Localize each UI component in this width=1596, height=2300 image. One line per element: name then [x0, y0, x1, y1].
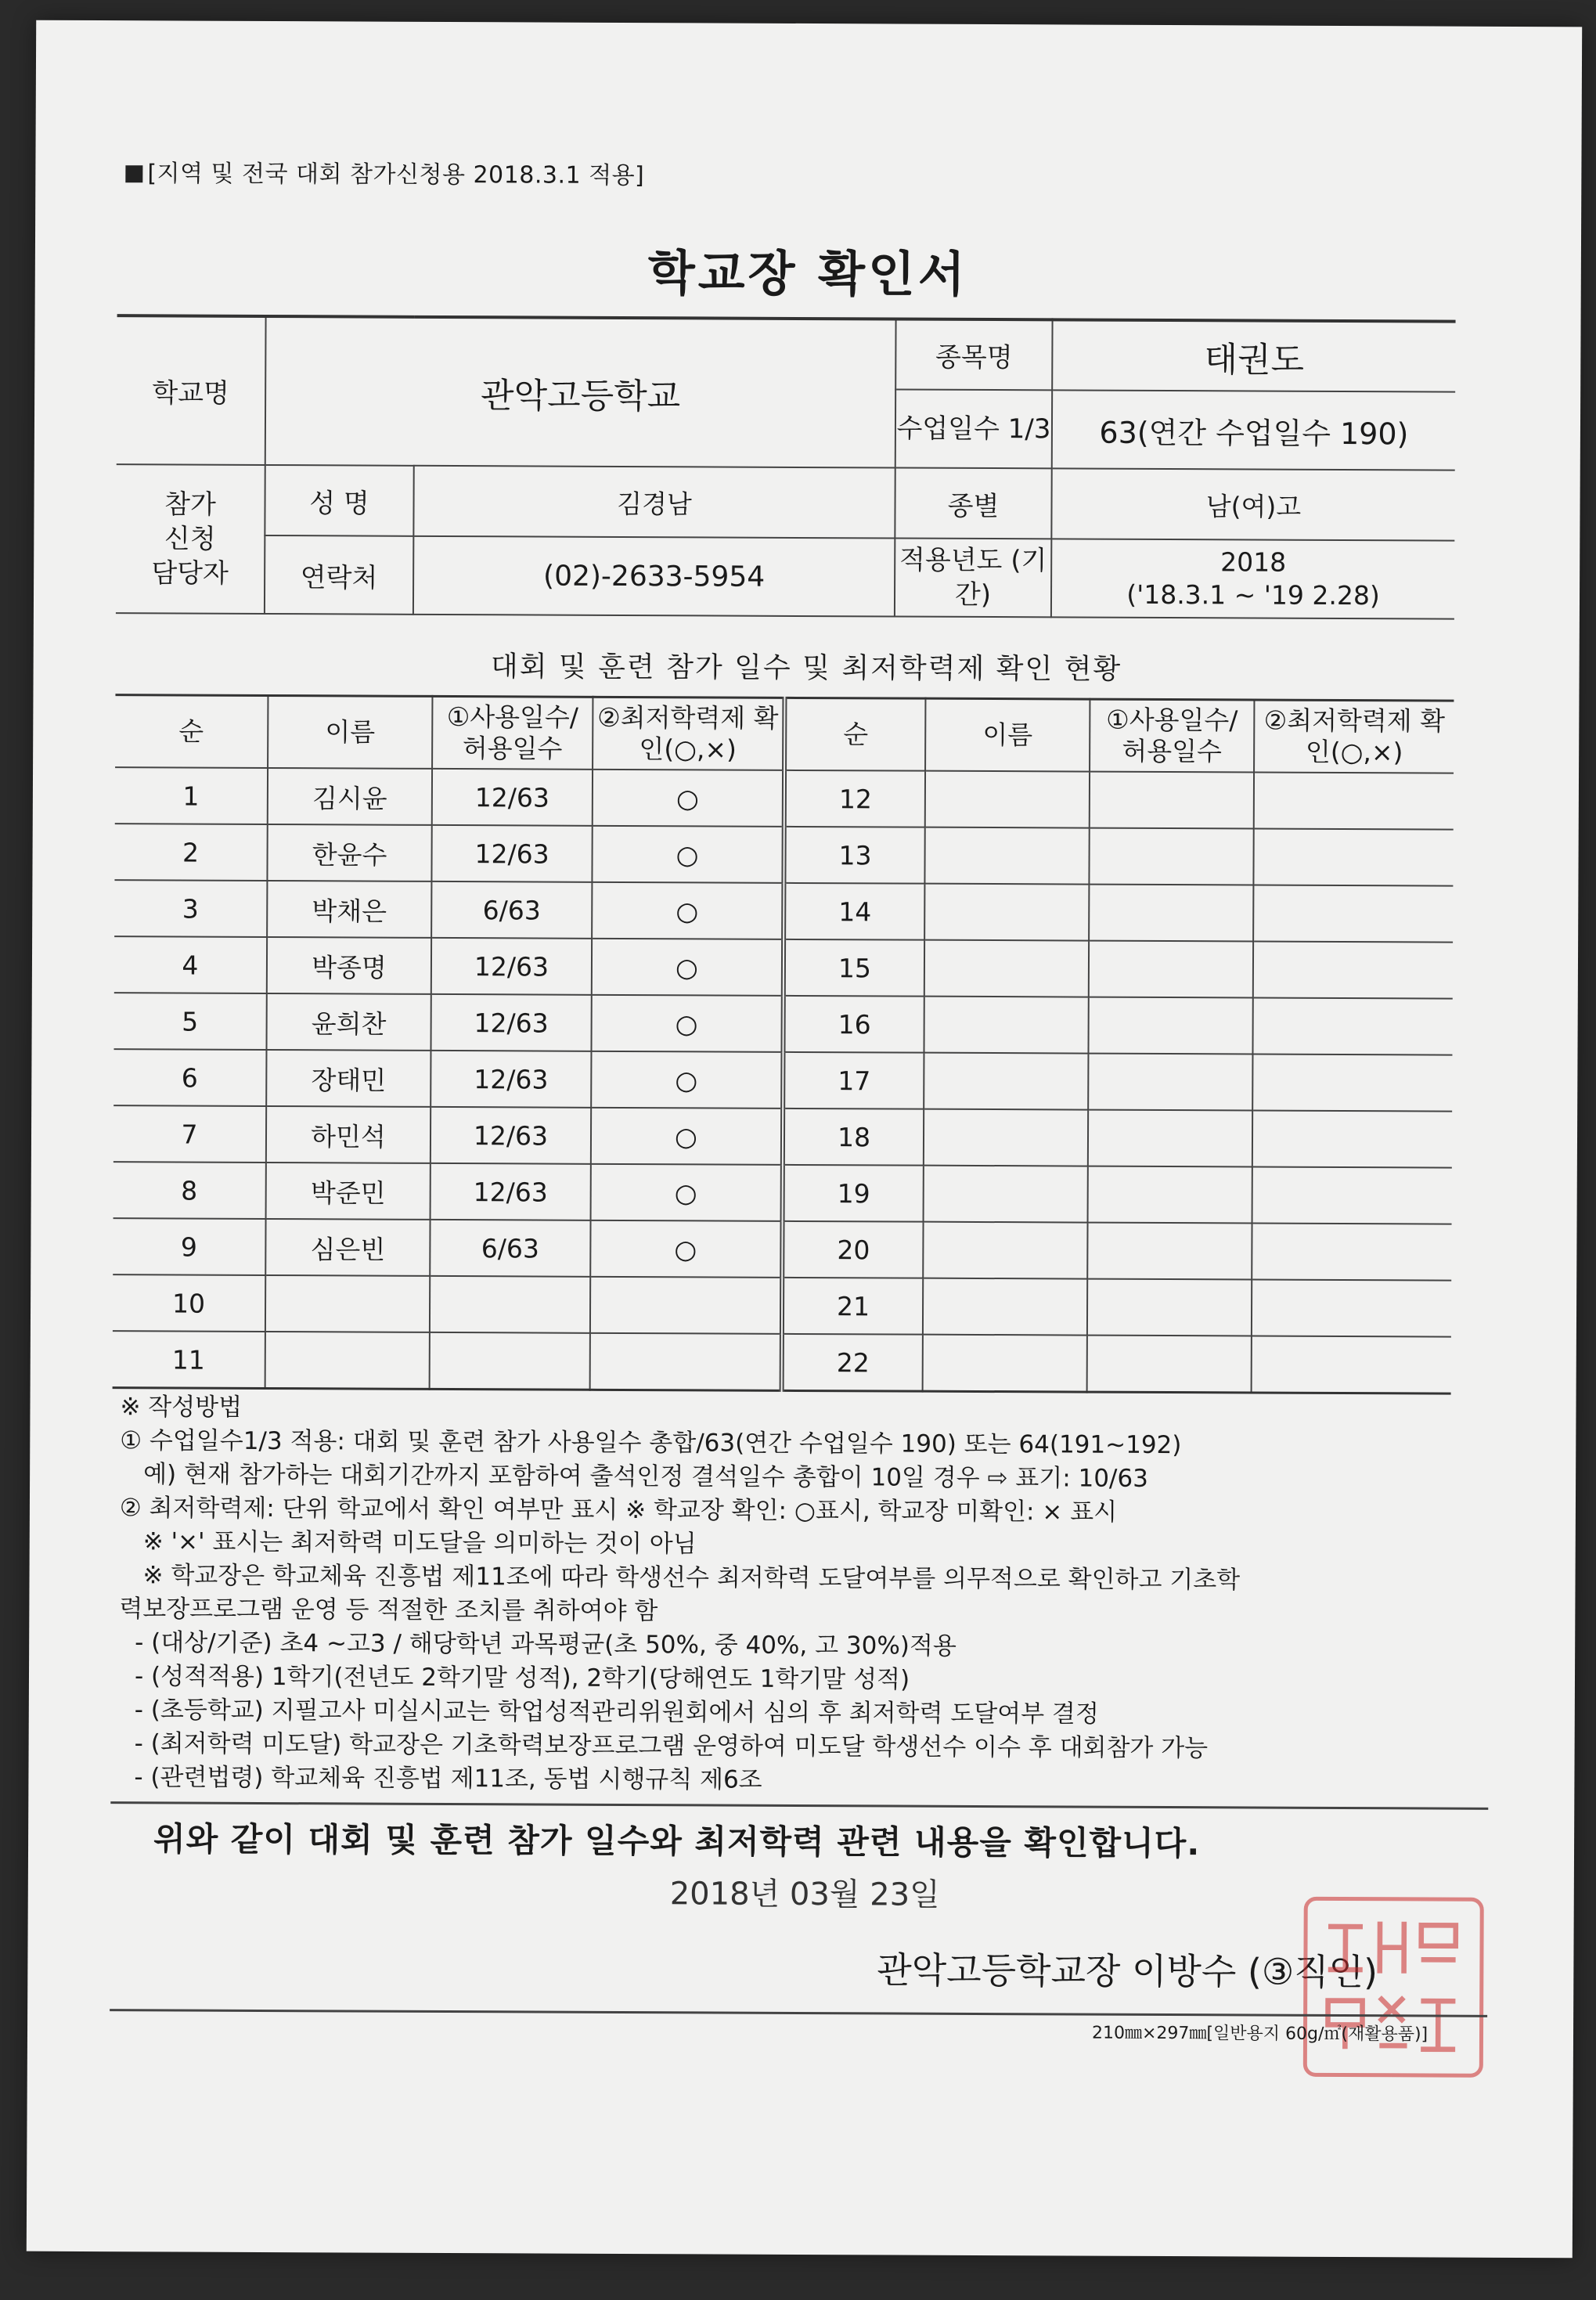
header-days: ①사용일수/ 허용일수: [432, 696, 593, 769]
row-name: [924, 827, 1089, 885]
header-check: ②최저학력제 확인(○,×): [593, 697, 784, 770]
name-label: 성 명: [265, 465, 413, 536]
row-no: 21: [782, 1278, 923, 1335]
row-name: [924, 997, 1088, 1054]
row-check: [1252, 1110, 1452, 1167]
row-days: 12/63: [431, 994, 591, 1051]
row-days: [1090, 772, 1254, 829]
table-row: [113, 1049, 1452, 1111]
row-check: [1252, 1279, 1451, 1336]
phone-value: (02)-2633-5954: [413, 536, 895, 617]
table-row: [113, 1331, 1451, 1393]
note-line: 력보장프로그램 운영 등 적절한 조치를 취하여야 함: [119, 1595, 658, 1626]
gender-value: 남(여)고: [1051, 468, 1454, 540]
row-no: 9: [113, 1218, 265, 1275]
row-no: 15: [784, 939, 924, 997]
row-check: ○: [592, 826, 784, 883]
row-check: [1252, 1223, 1451, 1280]
row-no: 7: [113, 1105, 266, 1163]
row-name: 박종명: [267, 937, 431, 994]
row-check: ○: [593, 770, 784, 827]
footer-divider: [110, 2009, 1487, 2017]
row-check: [1253, 942, 1453, 999]
row-name: 장태민: [266, 1050, 431, 1107]
row-name: [924, 884, 1089, 941]
row-name: [265, 1275, 430, 1332]
row-check: [1253, 885, 1453, 943]
row-name: 박채은: [267, 881, 431, 938]
row-days: [1088, 997, 1252, 1054]
row-no: 17: [783, 1052, 924, 1109]
year-cell: [1051, 539, 1454, 618]
row-no: 13: [784, 827, 924, 884]
table-row: [114, 880, 1453, 942]
row-no: 22: [782, 1334, 923, 1391]
note-line: ① 수업일수1/3 적용: 대회 및 훈련 참가 사용일수 총합/63(연간 수업일수 190) 또는 64(191~192): [120, 1426, 1182, 1460]
row-check: [1252, 1166, 1452, 1224]
issue-date: 2018년 03월 23일: [669, 1876, 940, 1913]
table-row: [114, 936, 1453, 998]
header-check-right: ②최저학력제 확인(○,×): [1254, 700, 1454, 773]
row-no: 5: [113, 993, 266, 1050]
row-no: 4: [114, 936, 267, 993]
notice-text: [지역 및 전국 대회 참가신청용 2018.3.1 적용]: [147, 160, 645, 190]
row-days: 6/63: [431, 881, 592, 939]
row-days: [1087, 1223, 1252, 1280]
row-name: [924, 1109, 1088, 1166]
note-line: - (대상/기준) 초4 ~고3 / 해당학년 과목평균(초 50%, 중 40%, 고 30%)적용: [135, 1628, 957, 1660]
info-table: [116, 314, 1456, 619]
row-check: [590, 1333, 782, 1391]
row-check: ○: [591, 1051, 783, 1109]
row-no: 16: [783, 996, 924, 1053]
row-days: 6/63: [430, 1220, 590, 1277]
official-seal-stamp: [1303, 1897, 1484, 2078]
row-days: 12/63: [431, 1051, 591, 1108]
row-name: [924, 1166, 1088, 1223]
row-check: [1252, 1054, 1452, 1111]
page-title: 학교장 확인서: [647, 244, 968, 303]
row-days: [1087, 1279, 1252, 1336]
confirmation-statement: 위와 같이 대회 및 훈련 참가 일수와 최저학력 관련 내용을 확인합니다.: [153, 1819, 1201, 1863]
instructions: [118, 1390, 1466, 1801]
row-check: [1252, 997, 1452, 1054]
school-name: 관악고등학교: [265, 316, 896, 468]
row-check: ○: [592, 882, 784, 939]
row-name: 한윤수: [267, 824, 431, 881]
principal-title: 관악고등학교장: [877, 1949, 1121, 1992]
header-days-right: ①사용일수/ 허용일수: [1090, 699, 1254, 772]
event-label: 종목명: [895, 319, 1052, 391]
row-name: 하민석: [266, 1106, 431, 1163]
row-days: 12/63: [431, 1163, 591, 1220]
row-check: ○: [592, 939, 784, 996]
row-name: [923, 1278, 1087, 1336]
row-days: [1088, 1054, 1252, 1111]
row-check: [1254, 773, 1454, 830]
note-line: - (초등학교) 지필고사 미실시교는 학업성적관리위원회에서 심의 후 최저학력 도달여부 결정: [134, 1696, 1099, 1729]
note-line: - (최저학력 미도달) 학교장은 기초학력보장프로그램 운영하여 미도달 학생선수 이수 후 대회참가 가능: [134, 1729, 1209, 1763]
note-line: 예) 현재 참가하는 대회기간까지 포함하여 출석인정 결석일수 총합이 10일 경우 ⇨ 표기: 10/63: [143, 1460, 1148, 1493]
row-days: 12/63: [431, 825, 592, 882]
row-check: [1252, 1336, 1451, 1393]
period-value: ('18.3.1 ~ '19 2.28): [1126, 579, 1380, 611]
phone-label: 연락처: [265, 535, 413, 615]
classdays-value: 63(연간 수업일수 190): [1052, 390, 1455, 470]
note-line: ※ 학교장은 학교체육 진흥법 제11조에 따라 학생선수 최저학력 도달여부를 의무적으로 확인하고 기초학: [142, 1561, 1241, 1595]
note-line: - (관련법령) 학교체육 진흥법 제11조, 동법 시행규칙 제6조: [134, 1763, 762, 1794]
row-check: ○: [591, 1108, 783, 1165]
row-name: [923, 1335, 1087, 1392]
seal-glyph-icon: [1307, 1901, 1480, 2074]
note-line: ※ '×' 표시는 최저학력 미도달을 의미하는 것이 아님: [142, 1527, 697, 1559]
row-days: 12/63: [431, 1107, 591, 1164]
row-days: 12/63: [431, 938, 592, 995]
table-row: [113, 1162, 1452, 1224]
row-no: 18: [783, 1109, 924, 1166]
row-name: 박준민: [266, 1163, 431, 1220]
event-value: 태권도: [1052, 319, 1455, 391]
divider: [110, 1801, 1488, 1810]
gender-label: 종별: [895, 467, 1051, 539]
row-no: 11: [113, 1331, 265, 1388]
row-no: 20: [782, 1221, 923, 1278]
row-name: 심은빈: [265, 1219, 430, 1276]
row-days: [1088, 1110, 1252, 1167]
year-value: 2018: [1220, 546, 1287, 578]
table-row: [115, 767, 1454, 829]
year-label: 적용년도 (기간): [895, 538, 1051, 617]
header-no-right: 순: [784, 698, 925, 770]
row-no: 12: [784, 770, 925, 827]
table-caption: 대회 및 훈련 참가 일수 및 최저학력제 확인 현황: [490, 651, 1122, 686]
square-bullet-icon: [125, 165, 142, 182]
row-name: 윤희찬: [266, 993, 431, 1051]
note-line: ② 최저학력제: 단위 학교에서 확인 여부만 표시 ※ 학교장 확인: ○표시, 학교장 미확인: × 표시: [119, 1494, 1118, 1527]
row-check: ○: [590, 1220, 782, 1278]
row-name: [925, 771, 1090, 828]
table-header-row: [115, 695, 1454, 773]
row-no: 14: [784, 883, 924, 940]
row-no: 1: [115, 767, 268, 824]
contact-label: 참가 신청 담당자: [116, 464, 265, 614]
row-no: 6: [113, 1049, 266, 1106]
row-days: [430, 1332, 590, 1390]
row-days: [1089, 941, 1253, 998]
row-check: ○: [591, 995, 783, 1052]
header-no: 순: [115, 695, 268, 768]
row-no: 3: [114, 880, 267, 937]
principal-name: 이방수: [1131, 1949, 1237, 1993]
principal-signature: [877, 1941, 1378, 1995]
row-check: [1253, 829, 1453, 886]
participation-table: [113, 694, 1454, 1394]
row-check: [590, 1277, 782, 1334]
row-name: [923, 1222, 1087, 1279]
table-row: [113, 1218, 1451, 1280]
header-name: 이름: [268, 696, 432, 769]
row-days: [1089, 885, 1253, 942]
document-sheet: [27, 20, 1582, 2259]
row-name: [265, 1332, 430, 1389]
row-days: 12/63: [432, 769, 593, 826]
table-row: [113, 1105, 1452, 1167]
row-days: [1088, 1166, 1252, 1224]
row-name: [924, 1053, 1088, 1110]
note-line: ※ 작성방법: [120, 1393, 243, 1422]
header-name-right: 이름: [925, 698, 1090, 771]
note-line: - (성적적용) 1학기(전년도 2학기말 성적), 2학기(당해연도 1학기말 성적): [134, 1662, 910, 1694]
contact-name: 김경남: [413, 466, 895, 539]
notice-header: [125, 153, 644, 190]
row-no: 8: [113, 1162, 266, 1219]
row-no: 19: [783, 1165, 924, 1222]
classdays-label: 수업일수 1/3: [895, 390, 1052, 469]
paper-spec: 210㎜×297㎜[일반용지 60g/㎡(재활용품)]: [1091, 2023, 1428, 2045]
table-row: [113, 1274, 1451, 1336]
row-name: [924, 940, 1089, 997]
row-check: ○: [591, 1164, 783, 1221]
seal-label: (③직인): [1247, 1950, 1378, 1994]
table-row: [113, 993, 1452, 1054]
table-row: [114, 824, 1453, 885]
row-days: [1087, 1336, 1252, 1393]
row-name: 김시윤: [268, 768, 432, 825]
row-no: 10: [113, 1274, 265, 1332]
row-days: [1089, 828, 1253, 885]
row-no: 2: [114, 824, 267, 881]
school-label: 학교명: [117, 315, 266, 465]
row-days: [430, 1276, 590, 1333]
